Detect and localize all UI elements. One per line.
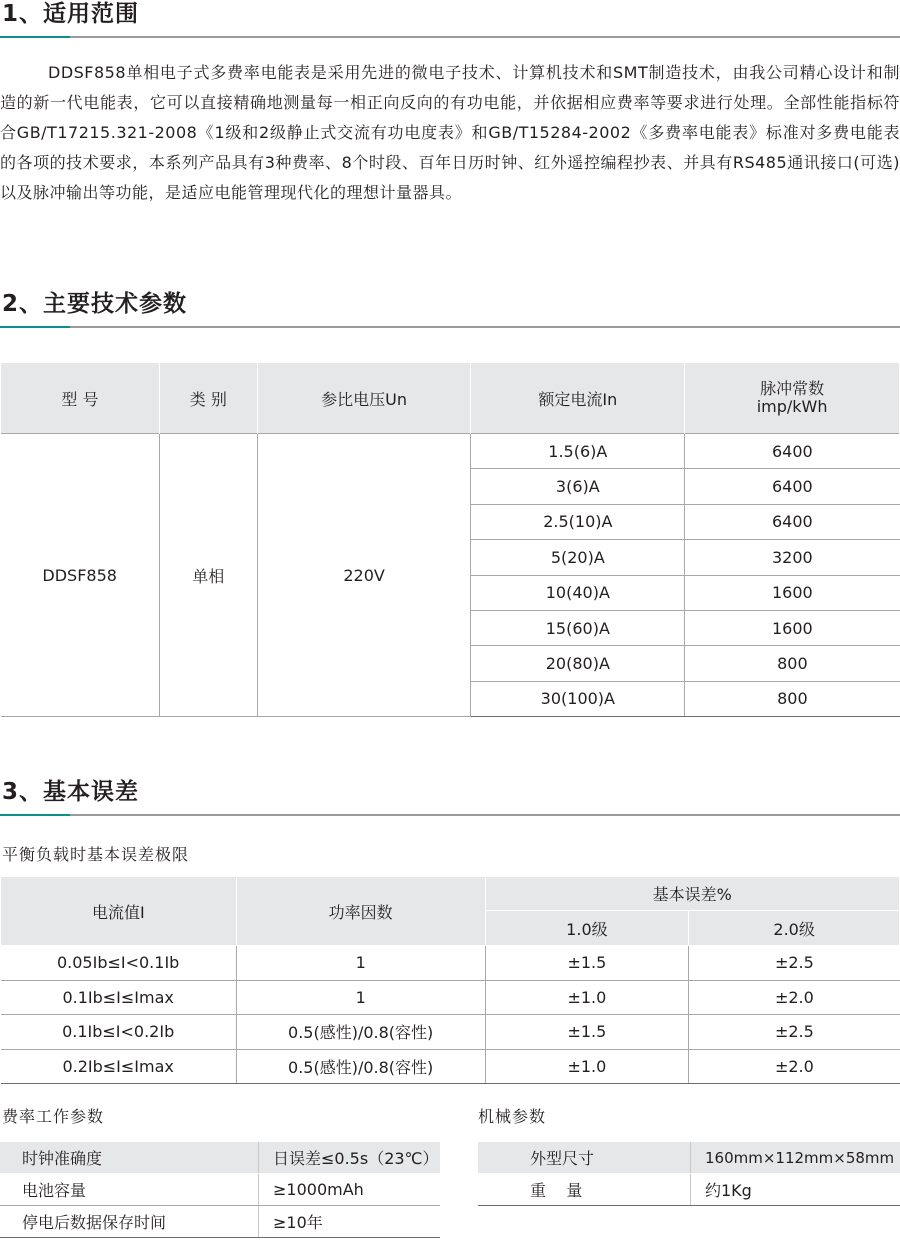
mech-params-table (478, 1142, 900, 1206)
section-divider (0, 814, 900, 816)
table-row (1, 946, 900, 981)
cell-value: ≥10年 (259, 1206, 441, 1238)
cell-class1: ±1.0 (485, 980, 689, 1015)
section-title: 2、主要技术参数 (2, 291, 188, 317)
cell-pulse: 6400 (685, 434, 900, 469)
cell-model: DDSF858 (1, 434, 160, 717)
table-row (1, 980, 900, 1015)
header-category: 类 别 (159, 363, 257, 434)
cell-key: 外型尺寸 (478, 1142, 691, 1174)
cell-pulse: 800 (685, 681, 900, 716)
cell-pf: 0.5(感性)/0.8(容性) (236, 1049, 485, 1084)
cell-current: 15(60)A (471, 610, 685, 645)
cell-class2: ±2.5 (689, 1015, 900, 1050)
cell-current: 1.5(6)A (471, 434, 685, 469)
cell-value: ≥1000mAh (259, 1174, 441, 1206)
header-current: 额定电流In (471, 363, 685, 434)
table-row (478, 1142, 900, 1174)
section-divider (0, 326, 900, 328)
cell-pulse: 6400 (685, 504, 900, 539)
header-basic-error: 基本误差% (485, 877, 899, 911)
header-model: 型 号 (1, 363, 160, 434)
error-table (0, 876, 900, 1084)
rate-params-caption: 费率工作参数 (2, 1107, 105, 1126)
cell-class2: ±2.0 (689, 980, 900, 1015)
cell-key: 电池容量 (0, 1174, 259, 1206)
cell-voltage: 220V (257, 434, 471, 717)
header-current-value: 电流值I (1, 877, 237, 946)
cell-pulse: 3200 (685, 540, 900, 575)
cell-pulse: 6400 (685, 469, 900, 504)
mech-params-caption: 机械参数 (478, 1107, 547, 1126)
params-table (0, 363, 900, 717)
cell-pf: 1 (236, 980, 485, 1015)
intro-text: DDSF858单相电子式多费率电能表是采用先进的微电子技术、计算机技术和SMT制造技术，由我公司精心设计和制造的新一代电能表，它可以直接精确地测量每一相正向反向的有功电能，并依据相应费率等要求进行处理。全部性能指标符合GB/T17215.321-2008《1级和2级静止式交流有功电度表》和GB/T15284-2002《多费率电能表》标准对多费电能表的各项的技术要求，本系列产品具有3种费率、8个时段、百年日历时钟、红外遥控编程抄表、并具有RS485通讯接口(可选)以及脉冲输出等功能，是适应电能管理现代化的理想计量器具。 (0, 63, 900, 202)
header-voltage: 参比电压Un (257, 363, 471, 434)
header-class-2: 2.0级 (689, 911, 900, 946)
cell-current: 10(40)A (471, 575, 685, 610)
cell-key: 重 量 (478, 1174, 691, 1206)
error-table-caption: 平衡负载时基本误差极限 (2, 845, 190, 864)
section-title: 3、基本误差 (2, 779, 140, 805)
cell-current: 0.1Ib≤I<0.2Ib (1, 1015, 237, 1050)
cell-current: 2.5(10)A (471, 504, 685, 539)
cell-pulse: 1600 (685, 575, 900, 610)
cell-pulse: 1600 (685, 610, 900, 645)
header-pulse-line2: imp/kWh (756, 397, 828, 416)
cell-current: 3(6)A (471, 469, 685, 504)
section-divider (0, 36, 900, 38)
table-row (1, 434, 900, 469)
cell-current: 0.2Ib≤I≤Imax (1, 1049, 237, 1084)
cell-current: 30(100)A (471, 681, 685, 716)
table-header-row (1, 363, 900, 434)
header-power-factor: 功率因数 (236, 877, 485, 946)
table-row (1, 1015, 900, 1050)
cell-value: 约1Kg (691, 1174, 900, 1206)
table-header-row (1, 877, 900, 911)
cell-current: 0.05Ib≤I<0.1Ib (1, 946, 237, 981)
cell-class1: ±1.0 (485, 1049, 689, 1084)
cell-category: 单相 (159, 434, 257, 717)
header-class-1: 1.0级 (485, 911, 689, 946)
table-row (0, 1206, 440, 1238)
section-title: 1、适用范围 (2, 1, 140, 27)
cell-value: 160mm×112mm×58mm (691, 1142, 900, 1174)
cell-value: 日误差≤0.5s（23℃） (259, 1142, 441, 1174)
rate-params-table (0, 1142, 440, 1238)
cell-pf: 1 (236, 946, 485, 981)
cell-class2: ±2.0 (689, 1049, 900, 1084)
cell-pf: 0.5(感性)/0.8(容性) (236, 1015, 485, 1050)
cell-current: 5(20)A (471, 540, 685, 575)
cell-class1: ±1.5 (485, 946, 689, 981)
cell-pulse: 800 (685, 646, 900, 681)
table-row (0, 1142, 440, 1174)
table-row (478, 1174, 900, 1206)
header-pulse (685, 363, 900, 434)
table-row (0, 1174, 440, 1206)
cell-current: 20(80)A (471, 646, 685, 681)
cell-key: 停电后数据保存时间 (0, 1206, 259, 1238)
table-row (1, 1049, 900, 1084)
cell-current: 0.1Ib≤I≤Imax (1, 980, 237, 1015)
cell-class2: ±2.5 (689, 946, 900, 981)
intro-paragraph (0, 58, 900, 208)
cell-key: 时钟准确度 (0, 1142, 259, 1174)
cell-class1: ±1.5 (485, 1015, 689, 1050)
header-pulse-line1: 脉冲常数 (760, 379, 825, 398)
